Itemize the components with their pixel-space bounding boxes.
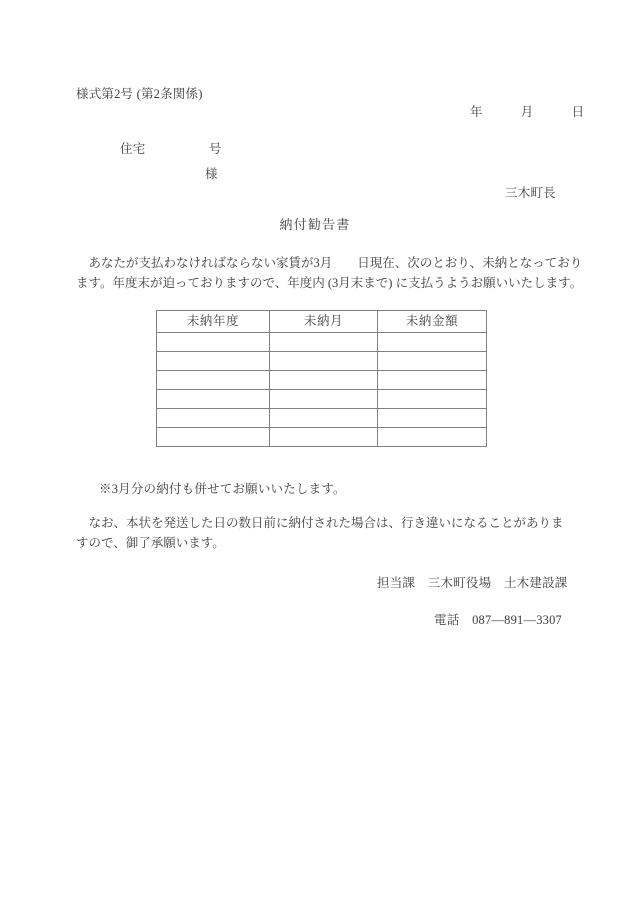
cell-unpaid-month[interactable] xyxy=(270,352,378,371)
table-row xyxy=(157,371,487,390)
date-line: 年 月 日 xyxy=(470,105,585,119)
closing-paragraph xyxy=(76,513,564,553)
cell-unpaid-year[interactable] xyxy=(157,409,270,428)
contact-telephone: 電話 087—891—3307 xyxy=(434,613,563,627)
sender-name: 三木町長 xyxy=(505,186,556,200)
body-paragraph xyxy=(76,253,583,293)
cell-unpaid-amount[interactable] xyxy=(378,352,487,371)
addressee-honorific: 様 xyxy=(205,167,218,181)
cell-unpaid-amount[interactable] xyxy=(378,371,487,390)
cell-unpaid-year[interactable] xyxy=(157,333,270,352)
column-header-unpaid-year: 未納年度 xyxy=(157,311,270,333)
cell-unpaid-year[interactable] xyxy=(157,371,270,390)
closing-line: すので、御了承願います。 xyxy=(76,536,225,550)
cell-unpaid-month[interactable] xyxy=(270,371,378,390)
addressee-line: 住宅 号 xyxy=(120,142,222,156)
table-row xyxy=(157,390,487,409)
table-row xyxy=(157,333,487,352)
table-row xyxy=(157,409,487,428)
cell-unpaid-month[interactable] xyxy=(270,428,378,447)
table-row xyxy=(157,352,487,371)
cell-unpaid-amount[interactable] xyxy=(378,390,487,409)
unpaid-rent-table-wrapper xyxy=(156,310,487,447)
table-body xyxy=(157,333,487,447)
cell-unpaid-amount[interactable] xyxy=(378,428,487,447)
column-header-unpaid-month: 未納月 xyxy=(270,311,378,333)
table-row xyxy=(157,428,487,447)
table-header-row xyxy=(157,311,487,333)
page-title: 納付勧告書 xyxy=(279,217,351,232)
cell-unpaid-year[interactable] xyxy=(157,428,270,447)
unpaid-rent-table xyxy=(156,310,487,447)
column-header-unpaid-amount: 未納金額 xyxy=(378,311,487,333)
cell-unpaid-amount[interactable] xyxy=(378,409,487,428)
cell-unpaid-amount[interactable] xyxy=(378,333,487,352)
form-number: 様式第2号 (第2条関係) xyxy=(76,87,203,101)
cell-unpaid-month[interactable] xyxy=(270,409,378,428)
cell-unpaid-month[interactable] xyxy=(270,333,378,352)
body-line: ます。年度末が迫っておりますので、年度内 (3月末まで) に支払うようお願いいたします。 xyxy=(76,276,583,290)
cell-unpaid-month[interactable] xyxy=(270,390,378,409)
supplementary-note: ※3月分の納付も併せてお願いいたします。 xyxy=(99,482,346,496)
closing-line: なお、本状を発送した日の数日前に納付された場合は、行き違いになることがありま xyxy=(76,516,564,530)
contact-department: 担当課 三木町役場 土木建設課 xyxy=(377,576,568,590)
body-line: あなたが支払わなければならない家賃が3月 日現在、次のとおり、未納となっており xyxy=(76,256,583,270)
cell-unpaid-year[interactable] xyxy=(157,390,270,409)
cell-unpaid-year[interactable] xyxy=(157,352,270,371)
